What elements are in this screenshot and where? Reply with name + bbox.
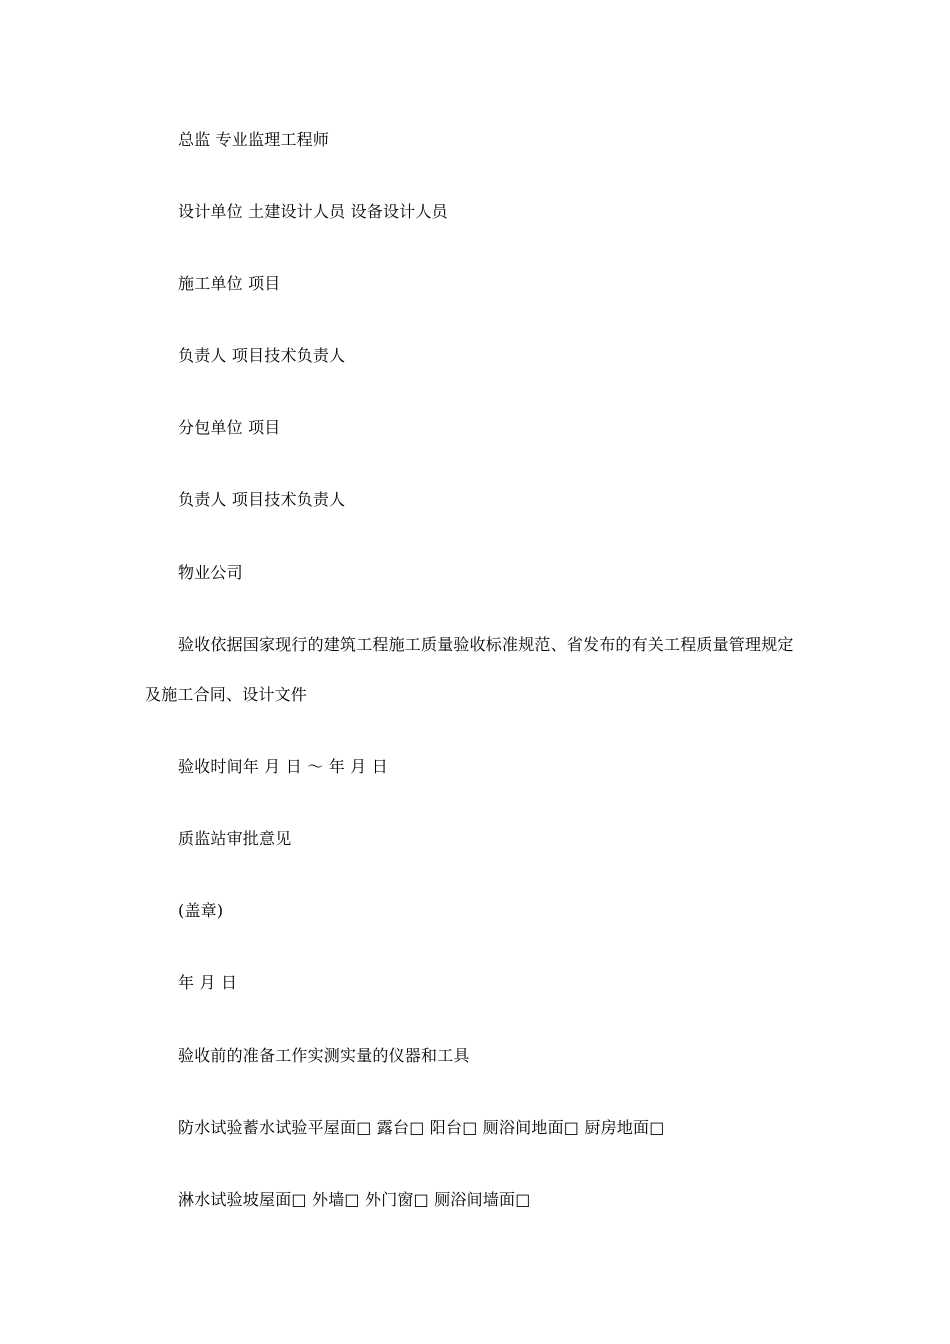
design-unit-line: 设计单位 土建设计人员 设备设计人员	[178, 202, 448, 221]
acceptance-basis-continuation: 及施工合同、设计文件	[145, 685, 308, 704]
construction-responsible-line: 负责人 项目技术负责人	[178, 346, 346, 365]
acceptance-time-line: 验收时间年 月 日 ～ 年 月 日	[178, 757, 388, 776]
subcontractor-responsible-line: 负责人 项目技术负责人	[178, 490, 346, 509]
waterproof-test-line: 防水试验蓄水试验平屋面□ 露台□ 阳台□ 厕浴间地面□ 厨房地面□	[178, 1118, 665, 1137]
date-line: 年 月 日	[178, 973, 238, 992]
spray-test-line: 淋水试验坡屋面□ 外墙□ 外门窗□ 厕浴间墙面□	[178, 1190, 531, 1209]
construction-unit-line: 施工单位 项目	[178, 274, 281, 293]
seal-line: (盖章)	[178, 901, 224, 920]
acceptance-basis-line: 验收依据国家现行的建筑工程施工质量验收标准规范、省发布的有关工程质量管理规定	[178, 635, 794, 654]
preparation-line: 验收前的准备工作实测实量的仪器和工具	[178, 1046, 470, 1065]
subcontractor-line: 分包单位 项目	[178, 418, 281, 437]
approval-opinion-line: 质监站审批意见	[178, 829, 292, 848]
supervision-line: 总监 专业监理工程师	[178, 130, 330, 149]
property-company-line: 物业公司	[178, 563, 243, 582]
